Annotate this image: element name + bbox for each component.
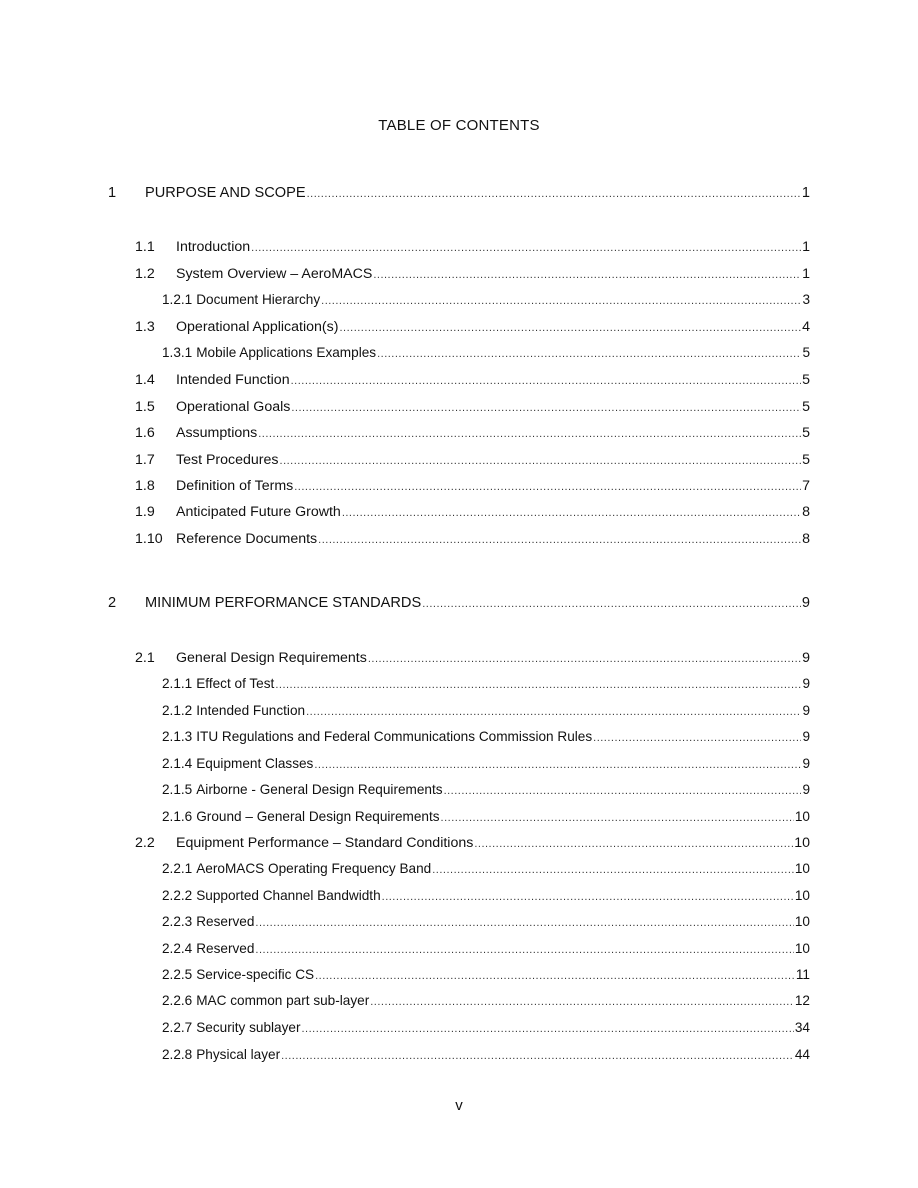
toc-dot-leader [307, 187, 801, 202]
toc-entry-title: Supported Channel Bandwidth [196, 888, 381, 903]
toc-entry-title: Security sublayer [196, 1020, 301, 1035]
toc-entry-2-1-5[interactable] [162, 779, 810, 799]
toc-dot-leader [306, 705, 801, 720]
toc-entry-number: 1.7 [135, 452, 155, 468]
toc-entry-title: Definition of Terms [176, 478, 294, 494]
toc-dot-leader [294, 480, 801, 495]
toc-dot-leader [444, 784, 802, 799]
toc-entry-number: 2.2.2 [162, 888, 193, 903]
toc-entry-title: AeroMACS Operating Frequency Band [196, 861, 432, 876]
toc-entry-title: Reserved [196, 914, 255, 929]
toc-entry-page: 10 [794, 888, 810, 903]
toc-entry-page: 9 [802, 756, 810, 771]
toc-entry-page: 10 [794, 809, 810, 824]
toc-entry-page: 1 [801, 185, 810, 201]
toc-dot-leader [382, 890, 794, 905]
toc-entry-page: 8 [802, 531, 810, 547]
toc-dot-leader [281, 1049, 794, 1064]
toc-dot-leader [377, 347, 801, 362]
toc-entry-page: 3 [802, 292, 810, 307]
toc-entry-2-1-6[interactable] [162, 806, 810, 826]
toc-entry-number: 1.1 [135, 239, 155, 255]
toc-dot-leader [373, 268, 801, 283]
toc-dot-leader [275, 678, 801, 693]
toc-entry-title: Equipment Performance – Standard Conditions [176, 835, 474, 851]
toc-entry-1-2-1[interactable] [162, 289, 810, 309]
toc-entry-page: 10 [794, 835, 810, 851]
toc-entry-2-1[interactable] [135, 647, 810, 667]
toc-entry-page: 5 [802, 399, 810, 415]
toc-entry-page: 1 [802, 239, 810, 255]
toc-entry-title: Physical layer [196, 1047, 281, 1062]
toc-entry-number: 1.6 [135, 425, 155, 441]
toc-entry-title: Mobile Applications Examples [196, 345, 377, 360]
toc-entry-page: 9 [802, 703, 810, 718]
toc-entry-number: 2.1.4 [162, 756, 193, 771]
toc-entry-title: Introduction [176, 239, 251, 255]
toc-entry-1-5[interactable] [135, 396, 810, 416]
toc-entry-2-2-5[interactable] [162, 964, 810, 984]
toc-entry-number: 2 [108, 595, 117, 611]
toc-entry-number: 1.9 [135, 504, 155, 520]
toc-entry-number: 2.1.3 [162, 729, 193, 744]
toc-entry-1-2[interactable] [135, 263, 810, 283]
toc-dot-leader [251, 241, 801, 256]
toc-entry-title: MAC common part sub-layer [196, 993, 370, 1008]
toc-entry-title: Reference Documents [176, 531, 318, 547]
toc-dot-leader [258, 427, 801, 442]
toc-dot-leader [422, 597, 801, 612]
toc-entry-1-3-1[interactable] [162, 342, 810, 362]
toc-entry-1-3[interactable] [135, 316, 810, 336]
toc-dot-leader [321, 294, 801, 309]
toc-entry-page: 34 [794, 1020, 810, 1035]
toc-entry-number: 1.10 [135, 531, 163, 547]
toc-entry-number: 2.2.7 [162, 1020, 193, 1035]
toc-dot-leader [314, 758, 801, 773]
toc-entry-2-2-2[interactable] [162, 885, 810, 905]
toc-entry-1-1[interactable] [135, 236, 810, 256]
toc-entry-2-1-2[interactable] [162, 700, 810, 720]
toc-entry-2-2-1[interactable] [162, 858, 810, 878]
toc-entry-2-2-8[interactable] [162, 1044, 810, 1064]
toc-entry-page: 44 [794, 1047, 810, 1062]
toc-entry-title: System Overview – AeroMACS [176, 266, 373, 282]
toc-entry-title: PURPOSE AND SCOPE [145, 185, 306, 201]
page-number: v [455, 1097, 463, 1114]
toc-entry-2[interactable] [108, 592, 810, 612]
toc-entry-page: 10 [794, 914, 810, 929]
toc-entry-number: 2.2.5 [162, 967, 193, 982]
toc-entry-title: MINIMUM PERFORMANCE STANDARDS [145, 595, 422, 611]
toc-dot-leader [432, 863, 794, 878]
toc-entry-number: 1.4 [135, 372, 155, 388]
toc-entry-2-1-3[interactable] [162, 726, 810, 746]
toc-entry-page: 9 [802, 729, 810, 744]
toc-entry-title: Reserved [196, 941, 255, 956]
toc-entry-title: Equipment Classes [196, 756, 314, 771]
toc-entry-title: Test Procedures [176, 452, 279, 468]
toc-dot-leader [255, 943, 793, 958]
toc-entry-1-6[interactable] [135, 422, 810, 442]
toc-entry-page: 10 [794, 941, 810, 956]
toc-entry-number: 1.2.1 [162, 292, 193, 307]
toc-entry-2-1-4[interactable] [162, 753, 810, 773]
toc-entry-2-1-1[interactable] [162, 673, 810, 693]
toc-entry-number: 2.1.6 [162, 809, 193, 824]
toc-dot-leader [368, 652, 801, 667]
toc-entry-title: Anticipated Future Growth [176, 504, 341, 520]
toc-entry-number: 1.8 [135, 478, 155, 494]
toc-entry-number: 1 [108, 185, 117, 201]
toc-entry-number: 2.2.8 [162, 1047, 193, 1062]
toc-entry-2-2[interactable] [135, 832, 810, 852]
toc-dot-leader [280, 454, 802, 469]
toc-dot-leader [474, 837, 793, 852]
toc-entry-title: Airborne - General Design Requirements [196, 782, 443, 797]
toc-dot-leader [318, 533, 801, 548]
toc-entry-title: ITU Regulations and Federal Communications Commission Rules [196, 729, 593, 744]
toc-entry-number: 2.2.4 [162, 941, 193, 956]
toc-dot-leader [441, 811, 794, 826]
toc-entry-2-2-4[interactable] [162, 938, 810, 958]
toc-entry-page: 11 [795, 967, 810, 982]
toc-entry-title: Intended Function [176, 372, 290, 388]
toc-entry-page: 5 [802, 452, 810, 468]
toc-entry-number: 2.1.1 [162, 676, 193, 691]
toc-entry-page: 9 [801, 595, 810, 611]
toc-entry-title: General Design Requirements [176, 650, 367, 666]
toc-entry-title: Service-specific CS [196, 967, 315, 982]
toc-entry-number: 1.2 [135, 266, 155, 282]
toc-dot-leader [291, 374, 802, 389]
toc-entry-number: 2.1.2 [162, 703, 193, 718]
toc-dot-leader [593, 731, 801, 746]
toc-entry-1-4[interactable] [135, 369, 810, 389]
toc-entry-page: 4 [802, 319, 810, 335]
toc-entry-title: Ground – General Design Requirements [196, 809, 440, 824]
toc-dot-leader [255, 916, 793, 931]
toc-entry-1-7[interactable] [135, 449, 810, 469]
toc-entry-2-2-6[interactable] [162, 990, 810, 1010]
toc-entry-number: 2.2 [135, 835, 155, 851]
toc-entry-number: 2.2.3 [162, 914, 193, 929]
toc-entry-page: 1 [802, 266, 810, 282]
toc-heading: TABLE OF CONTENTS [378, 117, 540, 134]
toc-entry-2-2-7[interactable] [162, 1017, 810, 1037]
toc-dot-leader [342, 506, 801, 521]
toc-entry-title: Intended Function [196, 703, 306, 718]
toc-dot-leader [370, 995, 794, 1010]
toc-entry-page: 9 [802, 676, 810, 691]
toc-entry-number: 1.3.1 [162, 345, 193, 360]
toc-entry-title: Effect of Test [196, 676, 275, 691]
toc-entry-page: 10 [794, 861, 810, 876]
toc-entry-title: Assumptions [176, 425, 258, 441]
toc-entry-page: 5 [802, 345, 810, 360]
toc-entry-number: 1.5 [135, 399, 155, 415]
toc-entry-page: 12 [794, 993, 810, 1008]
toc-entry-2-2-3[interactable] [162, 911, 810, 931]
toc-entry-page: 5 [802, 372, 810, 388]
toc-entry-number: 2.1.5 [162, 782, 193, 797]
toc-entry-number: 2.1 [135, 650, 155, 666]
toc-entry-page: 9 [802, 782, 810, 797]
toc-dot-leader [291, 401, 801, 416]
toc-entry-number: 2.2.6 [162, 993, 193, 1008]
toc-entry-1[interactable] [108, 182, 810, 202]
toc-dot-leader [315, 969, 795, 984]
toc-entry-number: 2.2.1 [162, 861, 193, 876]
toc-entry-1-8[interactable] [135, 475, 810, 495]
toc-entry-title: Document Hierarchy [196, 292, 321, 307]
toc-dot-leader [339, 321, 801, 336]
toc-entry-title: Operational Goals [176, 399, 291, 415]
toc-entry-number: 1.3 [135, 319, 155, 335]
toc-entry-1-9[interactable] [135, 501, 810, 521]
toc-dot-leader [302, 1022, 794, 1037]
toc-entry-page: 9 [802, 650, 810, 666]
toc-entry-page: 8 [802, 504, 810, 520]
toc-entry-page: 7 [802, 478, 810, 494]
toc-entry-title: Operational Application(s) [176, 319, 339, 335]
toc-entry-1-10[interactable] [135, 528, 810, 548]
toc-entry-page: 5 [802, 425, 810, 441]
